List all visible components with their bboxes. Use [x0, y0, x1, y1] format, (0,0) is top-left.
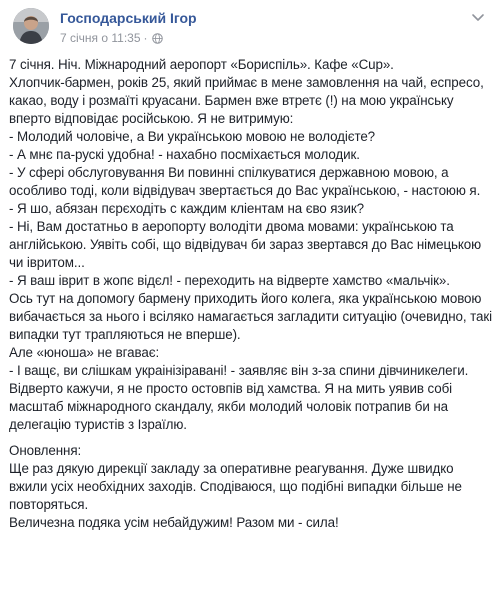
post-paragraph: Ось тут на допомогу бармену приходить його колега, яка українською мовою вибачається за нього і всіляко намагається загладити ситуацію (очевидно, такі випадки тут трапляються не вперше). — [9, 291, 492, 342]
post-paragraph: - Молодий чоловіче, а Ви українською мовою не володієте? — [9, 129, 376, 144]
post-update-heading: Оновлення: — [9, 443, 82, 458]
post-paragraph: 7 січня. Ніч. Міжнародний аеропорт «Бориспіль». Кафе «Cup». — [9, 57, 394, 72]
post-paragraph: - А мнє па-рускі удобна! - нахабно посміхається молодик. — [9, 147, 360, 162]
post-paragraph: - Я ваш іврит в жопє відєл! - переходить на відверте хамство «мальчік». — [9, 273, 450, 288]
post-paragraph: Хлопчик-бармен, років 25, який приймає в мене замовлення на чай, еспресо, какао, воду і розмаїті круасани. Бармен вже втретє (!) на мою українську вперто відповідає російською. Я не витримую: — [9, 75, 484, 126]
more-options-icon[interactable] — [470, 11, 486, 23]
post-paragraph: Величезна подяка усім небайдужим! Разом ми - сила! — [9, 515, 339, 530]
post-timestamp[interactable]: 7 січня о 11:35 — [60, 31, 141, 45]
globe-icon[interactable] — [152, 33, 163, 44]
post-paragraph: - Ні, Вам достатньо в аеропорту володіти двома мовами: українською та англійською. Уявіть собі, що відвідувач би зараз звертався до Вас німецькою чи івритом... — [9, 219, 482, 270]
post-paragraph: - Я шо, абязан пєрєходіть с каждим кліентам на єво язик? — [9, 201, 364, 216]
post-paragraph: Відверто кажучи, я не просто остовпів від хамства. Я на мить уявив собі масштаб міжнародного скандалу, якби молодий чоловік потрапив би на делегацію туристів з Ізраїлю. — [9, 381, 453, 432]
post-body — [9, 56, 495, 532]
avatar[interactable] — [13, 8, 49, 44]
post-paragraph: Але «юноша» не вгаває: — [9, 345, 160, 360]
meta-separator: · — [143, 31, 148, 45]
post-meta — [60, 31, 163, 45]
author-name-link[interactable]: Господарський Ігор — [60, 10, 197, 26]
post-paragraph: - І ващє, ви слішкам украінізіравані! - заявляє він з-за спини дівчиникелеги. — [9, 363, 469, 378]
post-paragraph: Ще раз дякую дирекції закладу за оперативне реагування. Дуже швидко вжили усіх необхідних заходів. Сподіваюся, що подібні випадки більше не повторяться. — [9, 461, 462, 512]
post-paragraph: - У сфері обслуговування Ви повинні спілкуватися державною мовою, а особливо тоді, коли відвідувач звертається до Вас українською, - настоюю я. — [9, 165, 481, 198]
